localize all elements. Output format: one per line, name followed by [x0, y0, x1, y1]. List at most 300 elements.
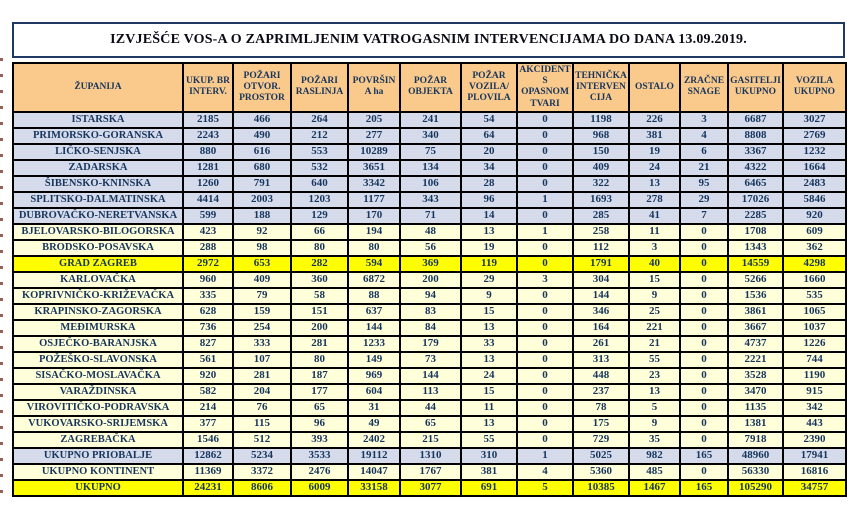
- value-cell: 0: [517, 112, 573, 128]
- value-cell: 13: [629, 176, 680, 192]
- value-cell: 98: [233, 240, 291, 256]
- value-cell: 205: [348, 112, 400, 128]
- value-cell: 1260: [183, 176, 233, 192]
- value-cell: 1708: [728, 224, 783, 240]
- value-cell: 3367: [728, 144, 783, 160]
- value-cell: 14: [461, 208, 517, 224]
- value-cell: 335: [183, 288, 233, 304]
- value-cell: 54: [461, 112, 517, 128]
- value-cell: 29: [680, 192, 728, 208]
- table-row: [13, 128, 846, 144]
- value-cell: 80: [348, 240, 400, 256]
- value-cell: 13: [461, 224, 517, 240]
- value-cell: 215: [400, 432, 461, 448]
- header-row: [13, 63, 846, 112]
- table-row: [13, 464, 846, 480]
- county-name: PRIMORSKO-GORANSKA: [13, 128, 183, 144]
- table-row: [13, 384, 846, 400]
- value-cell: 288: [183, 240, 233, 256]
- value-cell: 960: [183, 272, 233, 288]
- value-cell: 200: [291, 320, 348, 336]
- value-cell: 0: [517, 160, 573, 176]
- value-cell: 969: [348, 368, 400, 384]
- table-row: [13, 368, 846, 384]
- value-cell: 144: [400, 368, 461, 384]
- value-cell: 4322: [728, 160, 783, 176]
- value-cell: 393: [291, 432, 348, 448]
- value-cell: 640: [291, 176, 348, 192]
- value-cell: 1343: [728, 240, 783, 256]
- column-header: POVRŠINA ha: [348, 63, 400, 112]
- value-cell: 48: [400, 224, 461, 240]
- value-cell: 744: [783, 352, 846, 368]
- value-cell: 15: [461, 304, 517, 320]
- value-cell: 1664: [783, 160, 846, 176]
- value-cell: 5266: [728, 272, 783, 288]
- value-cell: 258: [573, 224, 629, 240]
- county-name: BJELOVARSKO-BILOGORSKA: [13, 224, 183, 240]
- value-cell: 44: [400, 400, 461, 416]
- value-cell: 1: [517, 224, 573, 240]
- value-cell: 55: [629, 352, 680, 368]
- value-cell: 369: [400, 256, 461, 272]
- column-header-zupanija: ŽUPANIJA: [13, 63, 183, 112]
- value-cell: 691: [461, 480, 517, 496]
- value-cell: 33158: [348, 480, 400, 496]
- column-header: POŽAR OBJEKTA: [400, 63, 461, 112]
- value-cell: 241: [400, 112, 461, 128]
- value-cell: 3528: [728, 368, 783, 384]
- value-cell: 381: [629, 128, 680, 144]
- value-cell: 0: [680, 224, 728, 240]
- value-cell: 15: [461, 384, 517, 400]
- value-cell: 9: [629, 288, 680, 304]
- value-cell: 616: [233, 144, 291, 160]
- value-cell: 65: [291, 400, 348, 416]
- value-cell: 1: [517, 192, 573, 208]
- value-cell: 532: [291, 160, 348, 176]
- value-cell: 1065: [783, 304, 846, 320]
- value-cell: 107: [233, 352, 291, 368]
- value-cell: 0: [680, 416, 728, 432]
- value-cell: 13: [461, 416, 517, 432]
- value-cell: 19: [461, 240, 517, 256]
- value-cell: 25: [629, 304, 680, 320]
- value-cell: 333: [233, 336, 291, 352]
- county-name: VARAŽDINSKA: [13, 384, 183, 400]
- value-cell: 343: [400, 192, 461, 208]
- value-cell: 159: [233, 304, 291, 320]
- value-cell: 31: [348, 400, 400, 416]
- county-name: KOPRIVNIČKO-KRIŽEVAČKA: [13, 288, 183, 304]
- value-cell: 4: [680, 128, 728, 144]
- value-cell: 0: [680, 240, 728, 256]
- value-cell: 9: [629, 416, 680, 432]
- value-cell: 179: [400, 336, 461, 352]
- table-row: [13, 208, 846, 224]
- table-row: [13, 192, 846, 208]
- value-cell: 1232: [783, 144, 846, 160]
- value-cell: 1177: [348, 192, 400, 208]
- value-cell: 2185: [183, 112, 233, 128]
- value-cell: 561: [183, 352, 233, 368]
- value-cell: 17941: [783, 448, 846, 464]
- value-cell: 19112: [348, 448, 400, 464]
- value-cell: 6009: [291, 480, 348, 496]
- value-cell: 1660: [783, 272, 846, 288]
- value-cell: 76: [233, 400, 291, 416]
- value-cell: 150: [573, 144, 629, 160]
- value-cell: 1536: [728, 288, 783, 304]
- value-cell: 729: [573, 432, 629, 448]
- value-cell: 0: [517, 352, 573, 368]
- value-cell: 13: [629, 384, 680, 400]
- value-cell: 24: [629, 160, 680, 176]
- value-cell: 165: [680, 480, 728, 496]
- value-cell: 6872: [348, 272, 400, 288]
- value-cell: 0: [517, 336, 573, 352]
- value-cell: 11369: [183, 464, 233, 480]
- value-cell: 281: [233, 368, 291, 384]
- value-cell: 377: [183, 416, 233, 432]
- value-cell: 736: [183, 320, 233, 336]
- value-cell: 254: [233, 320, 291, 336]
- county-name: OSJEČKO-BARANJSKA: [13, 336, 183, 352]
- column-header: UKUP. BR INTERV.: [183, 63, 233, 112]
- value-cell: 55: [461, 432, 517, 448]
- value-cell: 0: [680, 336, 728, 352]
- table-row: [13, 320, 846, 336]
- value-cell: 58: [291, 288, 348, 304]
- value-cell: 1281: [183, 160, 233, 176]
- value-cell: 3861: [728, 304, 783, 320]
- value-cell: 170: [348, 208, 400, 224]
- value-cell: 2003: [233, 192, 291, 208]
- value-cell: 2243: [183, 128, 233, 144]
- value-cell: 466: [233, 112, 291, 128]
- value-cell: 827: [183, 336, 233, 352]
- value-cell: 680: [233, 160, 291, 176]
- value-cell: 144: [573, 288, 629, 304]
- value-cell: 5025: [573, 448, 629, 464]
- value-cell: 282: [291, 256, 348, 272]
- value-cell: 599: [183, 208, 233, 224]
- value-cell: 3651: [348, 160, 400, 176]
- value-cell: 0: [517, 144, 573, 160]
- value-cell: 409: [233, 272, 291, 288]
- value-cell: 14559: [728, 256, 783, 272]
- value-cell: 5: [629, 400, 680, 416]
- value-cell: 119: [461, 256, 517, 272]
- value-cell: 285: [573, 208, 629, 224]
- value-cell: 362: [783, 240, 846, 256]
- value-cell: 485: [629, 464, 680, 480]
- value-cell: 381: [461, 464, 517, 480]
- value-cell: 0: [680, 400, 728, 416]
- report-title: IZVJEŠĆE VOS-A O ZAPRIMLJENIM VATROGASNIM INTERVENCIJAMA DO DANA 13.09.2019.: [110, 32, 747, 47]
- value-cell: 2285: [728, 208, 783, 224]
- value-cell: 4737: [728, 336, 783, 352]
- interventions-table: [12, 62, 847, 497]
- county-name: ISTARSKA: [13, 112, 183, 128]
- value-cell: 0: [517, 384, 573, 400]
- county-name: SPLITSKO-DALMATINSKA: [13, 192, 183, 208]
- value-cell: 1310: [400, 448, 461, 464]
- value-cell: 11: [629, 224, 680, 240]
- column-header: POŽARI RASLINJA: [291, 63, 348, 112]
- value-cell: 277: [348, 128, 400, 144]
- value-cell: 1546: [183, 432, 233, 448]
- value-cell: 187: [291, 368, 348, 384]
- value-cell: 2221: [728, 352, 783, 368]
- value-cell: 214: [183, 400, 233, 416]
- value-cell: 71: [400, 208, 461, 224]
- value-cell: 3470: [728, 384, 783, 400]
- value-cell: 0: [517, 320, 573, 336]
- value-cell: 1: [517, 448, 573, 464]
- value-cell: 237: [573, 384, 629, 400]
- value-cell: 49: [348, 416, 400, 432]
- value-cell: 4414: [183, 192, 233, 208]
- value-cell: 10385: [573, 480, 629, 496]
- value-cell: 4: [517, 464, 573, 480]
- value-cell: 3027: [783, 112, 846, 128]
- value-cell: 204: [233, 384, 291, 400]
- column-header: OSTALO: [629, 63, 680, 112]
- table-row: [13, 224, 846, 240]
- county-name: VIROVITIČKO-PODRAVSKA: [13, 400, 183, 416]
- value-cell: 7: [680, 208, 728, 224]
- value-cell: 20: [461, 144, 517, 160]
- county-name: UKUPNO PRIOBALJE: [13, 448, 183, 464]
- value-cell: 3372: [233, 464, 291, 480]
- value-cell: 0: [517, 128, 573, 144]
- value-cell: 0: [680, 352, 728, 368]
- value-cell: 66: [291, 224, 348, 240]
- value-cell: 582: [183, 384, 233, 400]
- value-cell: 175: [573, 416, 629, 432]
- value-cell: 982: [629, 448, 680, 464]
- value-cell: 19: [629, 144, 680, 160]
- value-cell: 5360: [573, 464, 629, 480]
- county-name: UKUPNO KONTINENT: [13, 464, 183, 480]
- table-row: [13, 144, 846, 160]
- value-cell: 84: [400, 320, 461, 336]
- value-cell: 10289: [348, 144, 400, 160]
- county-name: ZAGREBAČKA: [13, 432, 183, 448]
- value-cell: 880: [183, 144, 233, 160]
- value-cell: 0: [517, 176, 573, 192]
- value-cell: 194: [348, 224, 400, 240]
- value-cell: 151: [291, 304, 348, 320]
- table-row: [13, 480, 846, 496]
- county-name: BRODSKO-POSAVSKA: [13, 240, 183, 256]
- value-cell: 6687: [728, 112, 783, 128]
- value-cell: 6: [680, 144, 728, 160]
- report-title-box: [12, 22, 845, 58]
- value-cell: 281: [291, 336, 348, 352]
- county-name: KRAPINSKO-ZAGORSKA: [13, 304, 183, 320]
- value-cell: 653: [233, 256, 291, 272]
- value-cell: 96: [461, 192, 517, 208]
- column-header: ZRAČNE SNAGE: [680, 63, 728, 112]
- county-name: KARLOVAČKA: [13, 272, 183, 288]
- value-cell: 409: [573, 160, 629, 176]
- value-cell: 3667: [728, 320, 783, 336]
- value-cell: 3077: [400, 480, 461, 496]
- table-row: [13, 256, 846, 272]
- value-cell: 13: [461, 320, 517, 336]
- value-cell: 56: [400, 240, 461, 256]
- value-cell: 13: [461, 352, 517, 368]
- value-cell: 8808: [728, 128, 783, 144]
- value-cell: 535: [783, 288, 846, 304]
- value-cell: 278: [629, 192, 680, 208]
- value-cell: 0: [680, 288, 728, 304]
- value-cell: 34757: [783, 480, 846, 496]
- value-cell: 80: [291, 240, 348, 256]
- value-cell: 3: [629, 240, 680, 256]
- value-cell: 1693: [573, 192, 629, 208]
- value-cell: 78: [573, 400, 629, 416]
- value-cell: 443: [783, 416, 846, 432]
- value-cell: 0: [517, 208, 573, 224]
- value-cell: 968: [573, 128, 629, 144]
- value-cell: 8606: [233, 480, 291, 496]
- column-header: VOZILA UKUPNO: [783, 63, 846, 112]
- value-cell: 594: [348, 256, 400, 272]
- value-cell: 448: [573, 368, 629, 384]
- value-cell: 24231: [183, 480, 233, 496]
- value-cell: 609: [783, 224, 846, 240]
- value-cell: 920: [783, 208, 846, 224]
- value-cell: 2402: [348, 432, 400, 448]
- value-cell: 29: [461, 272, 517, 288]
- value-cell: 34: [461, 160, 517, 176]
- value-cell: 0: [680, 368, 728, 384]
- county-name: POŽEŠKO-SLAVONSKA: [13, 352, 183, 368]
- value-cell: 5234: [233, 448, 291, 464]
- county-name: ZADARSKA: [13, 160, 183, 176]
- value-cell: 553: [291, 144, 348, 160]
- value-cell: 226: [629, 112, 680, 128]
- value-cell: 17026: [728, 192, 783, 208]
- value-cell: 1203: [291, 192, 348, 208]
- column-header: POŽARI OTVOR. PROSTOR: [233, 63, 291, 112]
- value-cell: 264: [291, 112, 348, 128]
- value-cell: 1791: [573, 256, 629, 272]
- value-cell: 200: [400, 272, 461, 288]
- value-cell: 0: [517, 432, 573, 448]
- value-cell: 0: [517, 368, 573, 384]
- value-cell: 11: [461, 400, 517, 416]
- value-cell: 637: [348, 304, 400, 320]
- table-row: [13, 432, 846, 448]
- table-row: [13, 112, 846, 128]
- value-cell: 322: [573, 176, 629, 192]
- value-cell: 915: [783, 384, 846, 400]
- value-cell: 212: [291, 128, 348, 144]
- value-cell: 164: [573, 320, 629, 336]
- value-cell: 177: [291, 384, 348, 400]
- value-cell: 0: [680, 272, 728, 288]
- value-cell: 304: [573, 272, 629, 288]
- column-header: AKCIDENT S OPASNOM TVARI: [517, 63, 573, 112]
- value-cell: 134: [400, 160, 461, 176]
- value-cell: 2390: [783, 432, 846, 448]
- value-cell: 88: [348, 288, 400, 304]
- value-cell: 628: [183, 304, 233, 320]
- value-cell: 1381: [728, 416, 783, 432]
- value-cell: 14047: [348, 464, 400, 480]
- value-cell: 92: [233, 224, 291, 240]
- value-cell: 0: [517, 240, 573, 256]
- value-cell: 791: [233, 176, 291, 192]
- value-cell: 0: [680, 464, 728, 480]
- value-cell: 5: [517, 480, 573, 496]
- value-cell: 1190: [783, 368, 846, 384]
- value-cell: 144: [348, 320, 400, 336]
- county-name: LIČKO-SENJSKA: [13, 144, 183, 160]
- table-row: [13, 400, 846, 416]
- value-cell: 21: [629, 336, 680, 352]
- value-cell: 12862: [183, 448, 233, 464]
- value-cell: 56330: [728, 464, 783, 480]
- value-cell: 423: [183, 224, 233, 240]
- county-name: GRAD ZAGREB: [13, 256, 183, 272]
- value-cell: 2476: [291, 464, 348, 480]
- value-cell: 105290: [728, 480, 783, 496]
- table-row: [13, 272, 846, 288]
- value-cell: 115: [233, 416, 291, 432]
- value-cell: 2483: [783, 176, 846, 192]
- county-name: ŠIBENSKO-KNINSKA: [13, 176, 183, 192]
- value-cell: 4298: [783, 256, 846, 272]
- value-cell: 0: [517, 256, 573, 272]
- value-cell: 106: [400, 176, 461, 192]
- county-name: SISAČKO-MOSLAVAČKA: [13, 368, 183, 384]
- value-cell: 1037: [783, 320, 846, 336]
- value-cell: 40: [629, 256, 680, 272]
- value-cell: 1767: [400, 464, 461, 480]
- value-cell: 79: [233, 288, 291, 304]
- value-cell: 5846: [783, 192, 846, 208]
- value-cell: 0: [517, 288, 573, 304]
- table-row: [13, 336, 846, 352]
- value-cell: 490: [233, 128, 291, 144]
- value-cell: 75: [400, 144, 461, 160]
- value-cell: 1226: [783, 336, 846, 352]
- value-cell: 512: [233, 432, 291, 448]
- column-header: TEHNIČKA INTERVENCIJA: [573, 63, 629, 112]
- value-cell: 0: [680, 304, 728, 320]
- value-cell: 112: [573, 240, 629, 256]
- value-cell: 28: [461, 176, 517, 192]
- value-cell: 65: [400, 416, 461, 432]
- table-row: [13, 352, 846, 368]
- county-name: MEĐIMURSKA: [13, 320, 183, 336]
- value-cell: 149: [348, 352, 400, 368]
- value-cell: 221: [629, 320, 680, 336]
- table-row: [13, 448, 846, 464]
- value-cell: 15: [629, 272, 680, 288]
- value-cell: 48960: [728, 448, 783, 464]
- value-cell: 0: [517, 400, 573, 416]
- value-cell: 96: [291, 416, 348, 432]
- table-row: [13, 240, 846, 256]
- value-cell: 6465: [728, 176, 783, 192]
- value-cell: 1198: [573, 112, 629, 128]
